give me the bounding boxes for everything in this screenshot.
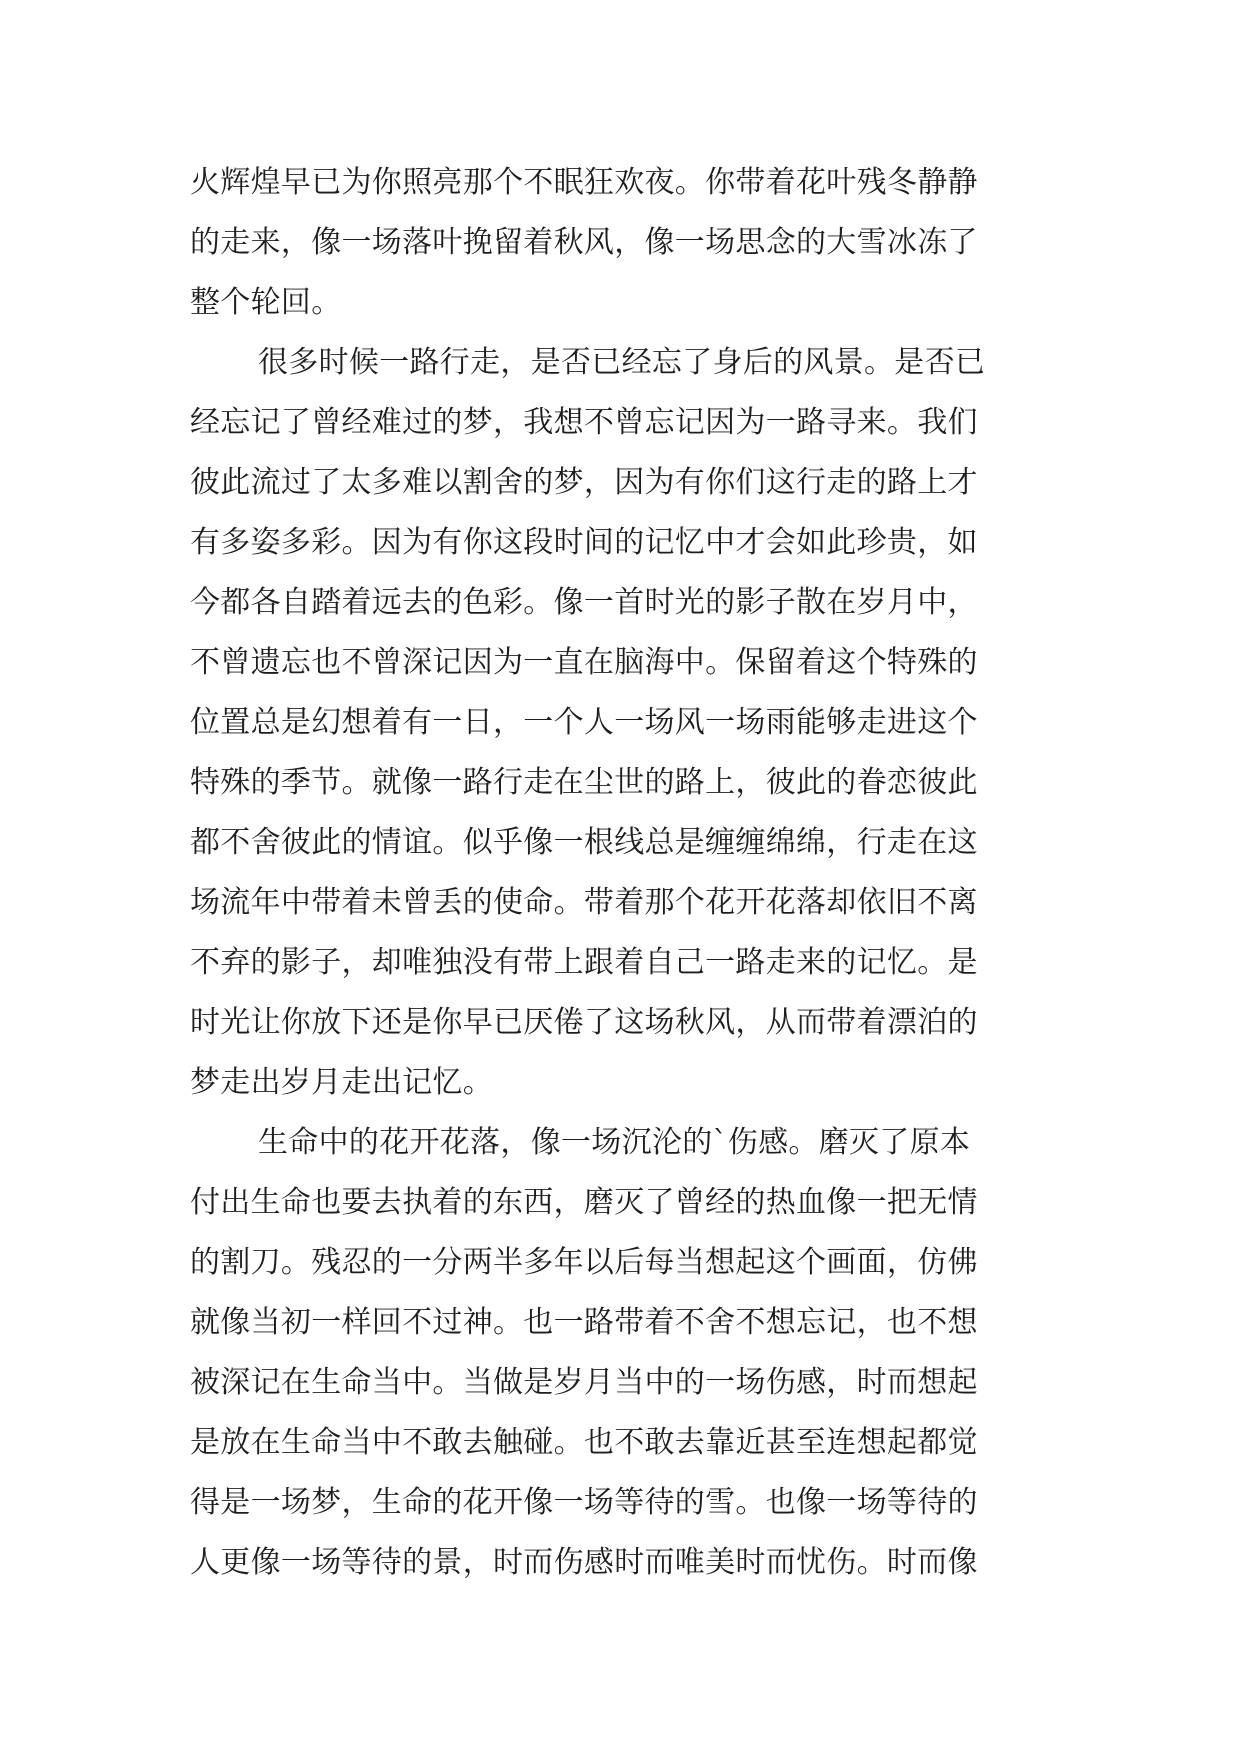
paragraph-line: 有多姿多彩。因为有你这段时间的记忆中才会如此珍贵，如: [190, 525, 978, 560]
paragraph-line: 很多时候一路行走，是否已经忘了身后的风景。是否已: [258, 345, 986, 380]
paragraph-line: 付出生命也要去执着的东西，磨灭了曾经的热血像一把无情: [190, 1185, 978, 1220]
document-body: [190, 153, 1060, 1593]
paragraph-line: 都不舍彼此的情谊。似乎像一根线总是缠缠绵绵，行走在这: [190, 825, 978, 860]
paragraph-line: 时光让你放下还是你早已厌倦了这场秋风，从而带着漂泊的: [190, 1005, 978, 1040]
paragraph-line: 生命中的花开花落，像一场沉沦的`伤感。磨灭了原本: [258, 1125, 971, 1160]
paragraph-line: 火辉煌早已为你照亮那个不眠狂欢夜。你带着花叶残冬静静: [190, 165, 978, 200]
paragraph-line: 位置总是幻想着有一日，一个人一场风一场雨能够走进这个: [190, 705, 978, 740]
paragraph-line: 得是一场梦，生命的花开像一场等待的雪。也像一场等待的: [190, 1485, 978, 1520]
paragraph-line: 的走来，像一场落叶挽留着秋风，像一场思念的大雪冰冻了: [190, 225, 978, 260]
paragraph-1: [190, 153, 1060, 333]
paragraph-line: 经忘记了曾经难过的梦，我想不曾忘记因为一路寻来。我们: [190, 405, 978, 440]
paragraph-line: 今都各自踏着远去的色彩。像一首时光的影子散在岁月中，: [190, 585, 978, 620]
paragraph-2: [190, 333, 1060, 1113]
paragraph-line: 人更像一场等待的景，时而伤感时而唯美时而忧伤。时而像: [190, 1545, 978, 1580]
paragraph-line: 不弃的影子，却唯独没有带上跟着自己一路走来的记忆。是: [190, 945, 978, 980]
paragraph-line: 彼此流过了太多难以割舍的梦，因为有你们这行走的路上才: [190, 465, 978, 500]
paragraph-line: 特殊的季节。就像一路行走在尘世的路上，彼此的眷恋彼此: [190, 765, 978, 800]
paragraph-line: 就像当初一样回不过神。也一路带着不舍不想忘记，也不想: [190, 1305, 978, 1340]
paragraph-line: 梦走出岁月走出记忆。: [190, 1065, 493, 1100]
paragraph-line: 的割刀。残忍的一分两半多年以后每当想起这个画面，仿佛: [190, 1245, 978, 1280]
paragraph-line: 场流年中带着未曾丢的使命。带着那个花开花落却依旧不离: [190, 885, 978, 920]
paragraph-3: [190, 1113, 1060, 1593]
paragraph-line: 整个轮回。: [190, 285, 342, 320]
paragraph-line: 不曾遗忘也不曾深记因为一直在脑海中。保留着这个特殊的: [190, 645, 978, 680]
paragraph-line: 被深记在生命当中。当做是岁月当中的一场伤感，时而想起: [190, 1365, 978, 1400]
paragraph-line: 是放在生命当中不敢去触碰。也不敢去靠近甚至连想起都觉: [190, 1425, 978, 1460]
